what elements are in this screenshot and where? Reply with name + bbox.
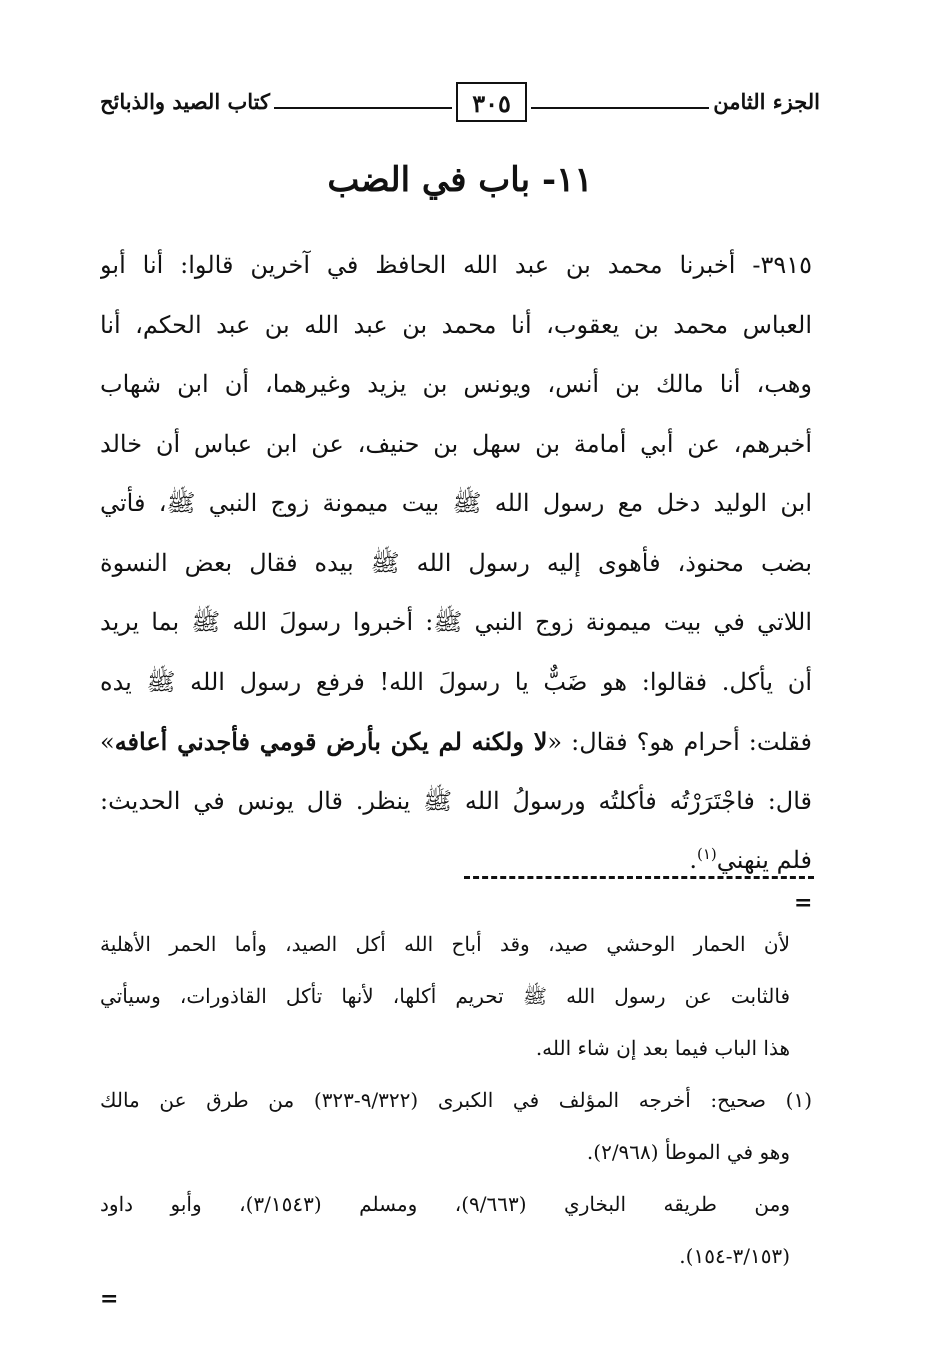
body-line: بضب محنوذ، فأهوى إليه رسول الله ﷺ بيده فقال بعض النسوة	[100, 548, 812, 577]
book-title: كتاب الصيد والذبائح	[100, 89, 270, 114]
last-line-text: فلم ينهني	[716, 846, 812, 874]
body-line: أن يأكل. فقالوا: هو ضَبٌّ يا رسولَ الله! فرفع رسول الله ﷺ يده	[100, 667, 812, 696]
quote-suffix: »	[100, 728, 115, 756]
footnotes	[100, 918, 812, 1282]
footnote-ref: (١)	[696, 845, 717, 863]
page-number: ٣٠٥	[456, 82, 527, 122]
prophet-quote: لا ولكنه لم يكن بأرض قومي فأجدني أعافه	[114, 727, 548, 756]
body-line-quote	[100, 712, 812, 772]
running-header	[100, 80, 820, 124]
footnote-1-line: وهو في الموطأ (٢/٩٦٨).	[586, 1140, 790, 1164]
chapter-title: ١١- باب في الضب	[327, 160, 593, 200]
footnote-continuation-line: فالثابت عن رسول الله ﷺ تحريم أكلها، لأنها تأكل القاذورات، وسيأتي	[100, 984, 790, 1008]
body-line: اللاتي في بيت ميمونة زوج النبي ﷺ: أخبروا رسولَ الله ﷺ بما يريد	[100, 608, 812, 636]
footnote-1-line: ومن طريقه البخاري (٩/٦٦٣)، ومسلم (٣/١٥٤٣)، وأبو داود	[100, 1192, 790, 1216]
header-rule-left	[274, 107, 452, 109]
continuation-mark-top: =	[794, 890, 813, 916]
continuation-mark-bottom: =	[100, 1286, 119, 1312]
footnote-continuation-line: هذا الباب فيما بعد إن شاء الله.	[535, 1036, 790, 1060]
body-line: وهب، أنا مالك بن أنس، ويونس بن يزيد وغيرهما، أن ابن شهاب	[100, 370, 812, 398]
footnote-continuation-line: لأن الحمار الوحشي صيد، وقد أباح الله أكل الصيد، وأما الحمر الأهلية	[100, 932, 790, 956]
body-line: ابن الوليد دخل مع رسول الله ﷺ بيت ميمونة زوج النبي ﷺ، فأتي	[100, 489, 812, 517]
full-stop: .	[689, 846, 697, 874]
body-line: أخبرهم، عن أبي أمامة بن سهل بن حنيف، عن ابن عباس أن خالد	[100, 429, 812, 458]
part-title: الجزء الثامن	[713, 89, 820, 114]
header-rule-right	[531, 107, 709, 109]
footnote-1-line: (١) صحيح: أخرجه المؤلف في الكبرى (٩/٣٢٢-٣٢٣) من طرق عن مالك	[100, 1088, 812, 1112]
quote-prefix: فقلت: أحرام هو؟ فقال: «	[547, 728, 812, 756]
body-line: قال: فاجْتَرَرْتُه فأكلتُه ورسولُ الله ﷺ ينظر. قال يونس في الحديث:	[100, 786, 812, 815]
footnote-separator	[464, 876, 814, 879]
hadith-text	[100, 236, 812, 891]
body-line: ٣٩١٥- أخبرنا محمد بن عبد الله الحافظ في آخرين قالوا: أنا أبو	[100, 251, 812, 279]
footnote-1-line: (٣/١٥٣-١٥٤).	[679, 1244, 790, 1268]
body-line: العباس محمد بن يعقوب، أنا محمد بن عبد الله بن عبد الحكم، أنا	[100, 310, 812, 339]
body-line-last	[100, 831, 812, 891]
